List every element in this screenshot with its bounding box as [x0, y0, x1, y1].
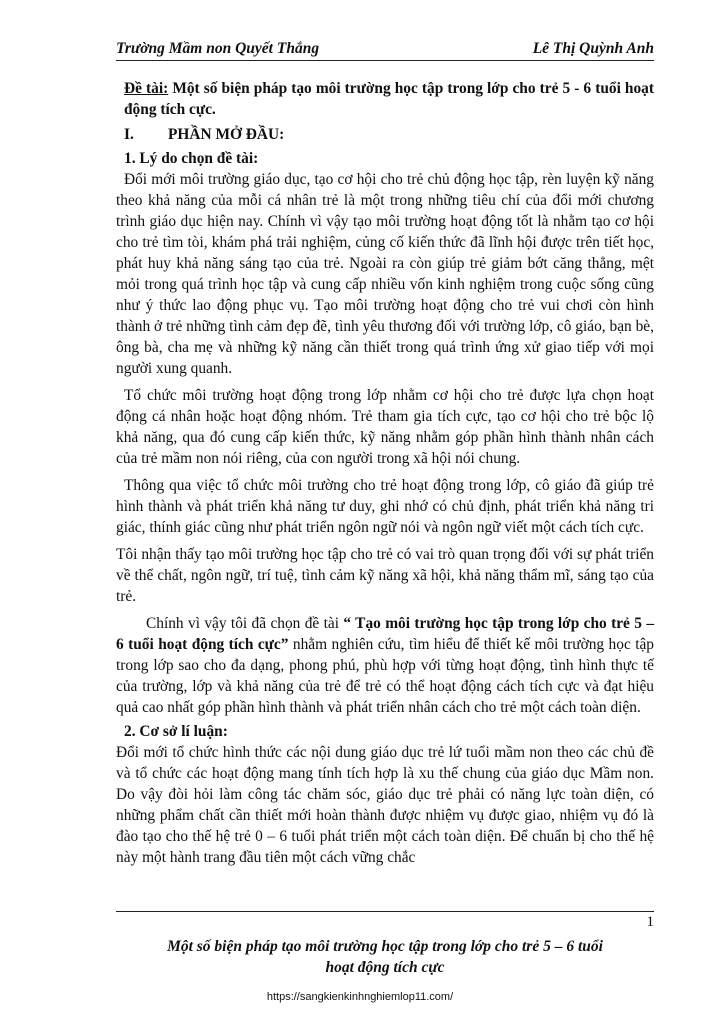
footer-title-line-1: Một số biện pháp tạo môi trường học tập trong lớp cho trẻ 5 – 6 tuổi	[167, 938, 603, 955]
paragraph-2: Tổ chức môi trường hoạt động trong lớp nhằm cơ hội cho trẻ được lựa chọn hoạt động cá nhân hoặc hoạt động nhóm. Trẻ tham gia tích cực, tạo cơ hội cho trẻ bộc lộ khả năng, qua đó cung cấp kiến thức, kỹ năng nhằm góp phần hình thành nhân cách của trẻ mầm non nói riêng, của con người trong xã hội nói chung.	[116, 387, 654, 467]
footer-title	[116, 936, 654, 978]
topic-text: Một số biện pháp tạo môi trường học tập trong lớp cho trẻ 5 - 6 tuổi hoạt động tích cực.	[124, 80, 655, 118]
footer-divider	[116, 911, 654, 912]
section-title: PHẦN MỞ ĐẦU:	[168, 126, 285, 143]
paragraph-3: Thông qua việc tổ chức môi trường cho trẻ hoạt động trong lớp, cô giáo đã giúp trẻ hình thành và phát triển khả năng tư duy, ghi nhớ có chủ định, phát triển khả năng tri giác, thính giác cũng như phát triển ngôn ngữ nói và ngôn ngữ viết một cách tích cực.	[116, 477, 654, 536]
school-name: Trường Mầm non Quyết Thắng	[116, 40, 320, 57]
page-header	[116, 40, 654, 61]
source-url[interactable]: https://sangkienkinhnghiemlop11.com/	[266, 991, 454, 1003]
section-number: I.	[124, 126, 134, 143]
subsection-heading-1: 1. Lý do chọn đề tài:	[124, 150, 259, 167]
topic-heading	[116, 78, 654, 120]
paragraph-6: Đổi mới tổ chức hình thức các nội dung giáo dục trẻ lứ tuổi mầm non theo các chủ đề và tổ chức các hoạt động mang tính tích hợp là xu thế chung của giáo dục Mầm non. Do vậy đòi hỏi làm công tác chăm sóc, giáo dục trẻ phải có năng lực toàn diện, có những phẩm chất cần thiết mới hoàn thành được nhiệm vụ được giao, nhiệm vụ đó là đào tạo cho thế hệ trẻ 0 – 6 tuổi phát triển một cách toàn diện. Để chuẩn bị cho thế hệ này một hành trang đầu tiên một cách vững chắc	[116, 744, 654, 866]
footer-title-line-2: hoạt động tích cực	[325, 959, 445, 976]
paragraph-1: Đổi mới môi trường giáo dục, tạo cơ hội cho trẻ chủ động học tập, rèn luyện kỹ năng theo khả năng của mỗi cá nhân trẻ là một trong những tiêu chí của đổi mới chương trình giáo dục hiện nay. Chính vì vậy tạo môi trường hoạt động tốt là nhằm tạo cơ hội cho trẻ tìm tòi, khám phá trải nghiệm, củng cố kiến thức đã lĩnh hội được trên tiết học, phát huy khả năng sáng tạo của trẻ. Ngoài ra còn giúp trẻ giảm bớt căng thẳng, mệt mỏi trong quá trình học tập và cung cấp nhiều vốn kinh nghiệm trong cuộc sống cũng như ý thức lao động phục vụ. Tạo môi trường hoạt động cho trẻ vui chơi còn hình thành ở trẻ những tình cảm đẹp đẽ, tình yêu thương đối với trường lớp, cô giáo, bạn bè, ông bà, cha mẹ và những kỹ năng cần thiết trong quá trình ứng xử giao tiếp với mọi người xung quanh.	[116, 171, 654, 377]
subsection-heading-2: 2. Cơ sở lí luận:	[124, 723, 228, 740]
section-heading	[124, 124, 654, 145]
topic-label: Đề tài:	[124, 80, 169, 97]
document-body	[116, 78, 654, 868]
paragraph-5-intro: Chính vì vậy tôi đã chọn đề tài	[146, 615, 344, 632]
paragraph-4: Tôi nhận thấy tạo môi trường học tập cho trẻ có vai trò quan trọng đối với sự phát triển về thể chất, ngôn ngữ, trí tuệ, tình cảm kỹ năng xã hội, khả năng thẩm mĩ, sáng tạo của trẻ.	[116, 546, 654, 605]
paragraph-5-topic: “ Tạo môi trường học tập trong lớp cho trẻ 5 – 6 tuổi hoạt động tích cực”	[116, 615, 655, 653]
paragraph-5-rest: nhằm nghiên cứu, tìm hiểu để thiết kế môi trường học tập trong lớp sao cho đa dạng, phong phú, phù hợp với từng hoạt động, tình hình thực tế của trường, lớp và khả năng của trẻ để trẻ có thể hoạt động cách tích cực và đạt hiệu quả cao nhất góp phần hình thành và phát triển nhân cách cho trẻ một cách toàn diện.	[116, 636, 655, 716]
page-number: 1	[646, 914, 654, 930]
author-name: Lê Thị Quỳnh Anh	[532, 40, 654, 57]
paragraph-5	[116, 613, 654, 718]
